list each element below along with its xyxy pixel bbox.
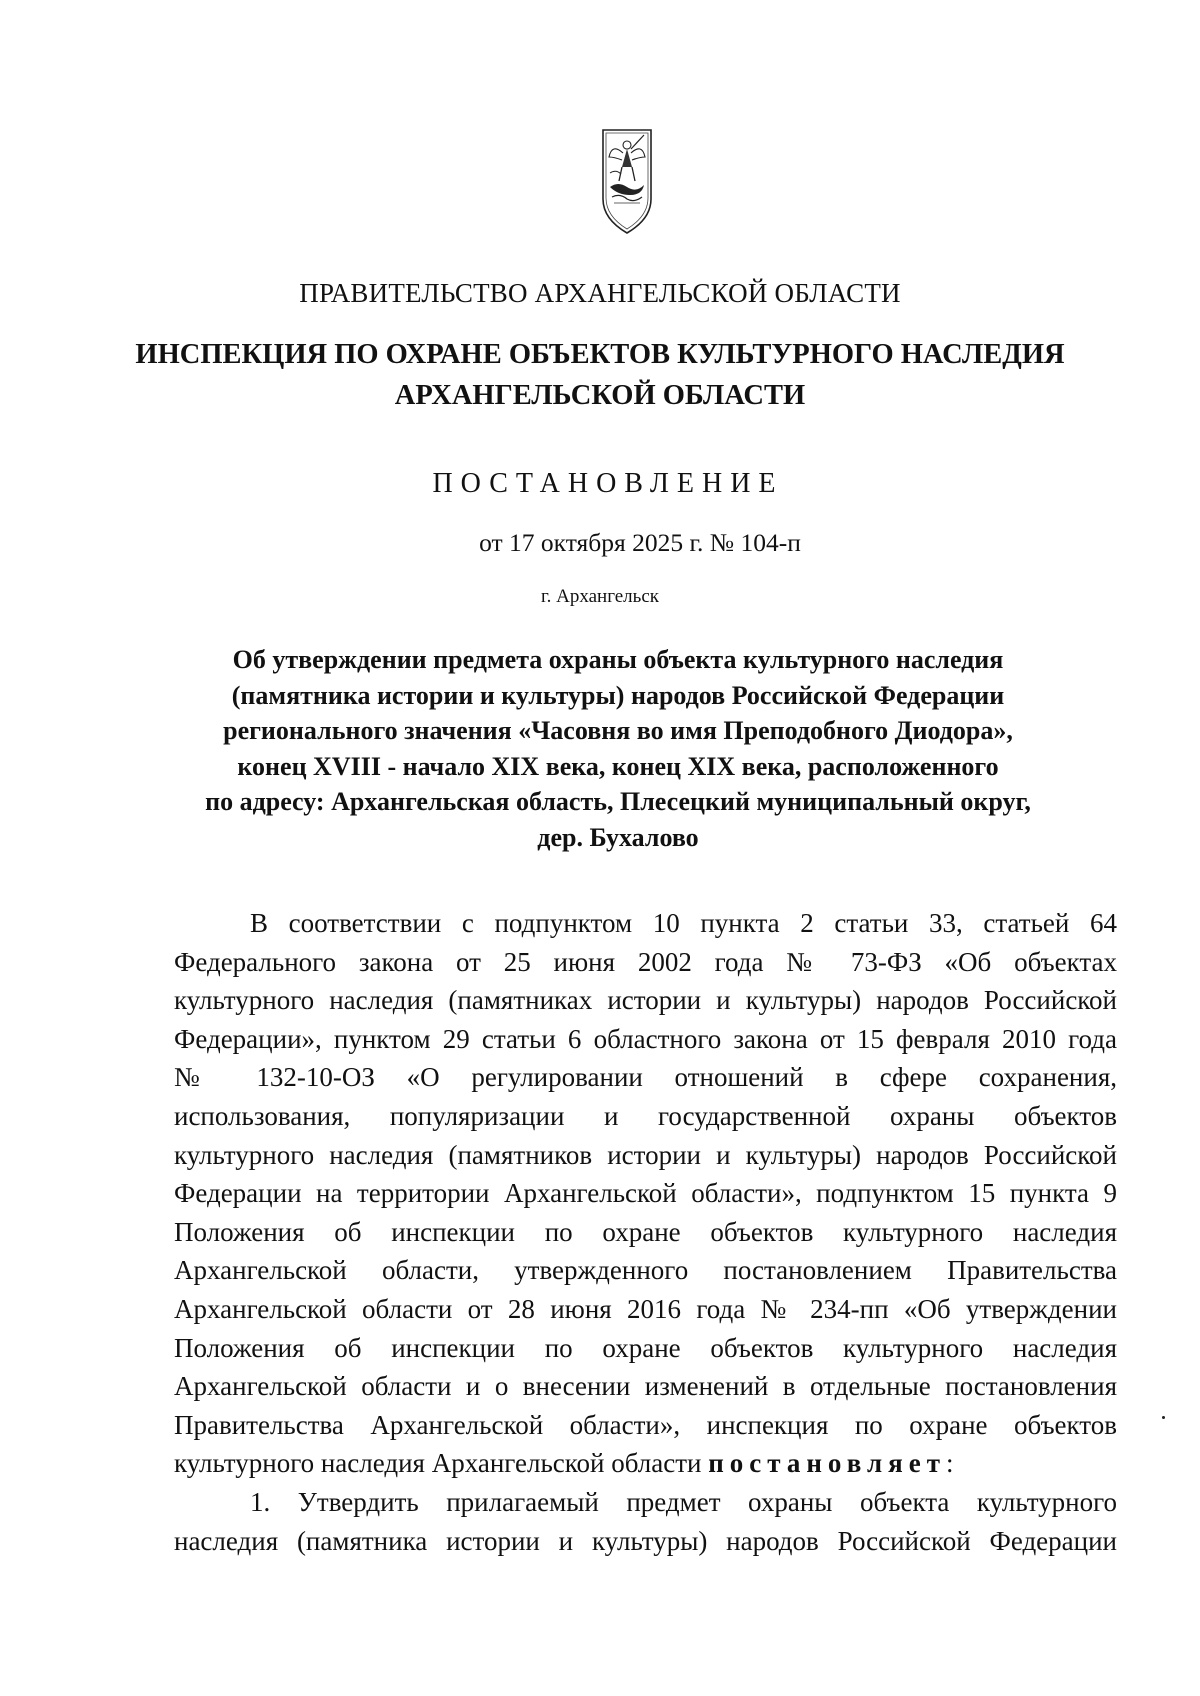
- body-line: культурного наследия Архангельской области: [174, 1448, 702, 1479]
- subject-line: (памятника истории и культуры) народов Российской Федерации: [231, 680, 1005, 710]
- document-subject: [0, 642, 1200, 856]
- preamble-paragraph: [174, 904, 1117, 1483]
- body-line: Архангельской области от 28 июня 2016 года № 234-пп «Об утверждении: [174, 1293, 1117, 1324]
- body-line: Правительства Архангельской области», инспекция по охране объектов: [174, 1409, 1117, 1440]
- body-line: Федерального закона от 25 июня 2002 года № 73-ФЗ «Об объектах: [174, 946, 1117, 977]
- government-name: ПРАВИТЕЛЬСТВО АРХАНГЕЛЬСКОЙ ОБЛАСТИ: [299, 278, 901, 308]
- document-city: г. Архангельск: [540, 586, 659, 607]
- document-body: [174, 904, 1117, 1560]
- item-1-paragraph: [174, 1483, 1117, 1560]
- document-date-number: от 17 октября 2025 г. № 104-п: [479, 528, 801, 557]
- body-line: В соответствии с подпунктом 10 пункта 2 статьи 33, статьей 64: [250, 908, 1117, 938]
- body-line: Федерации», пунктом 29 статьи 6 областного закона от 15 февраля 2010 года: [174, 1023, 1117, 1054]
- organization-name-line: АРХАНГЕЛЬСКОЙ ОБЛАСТИ: [394, 380, 806, 411]
- subject-line: по адресу: Архангельская область, Плесецкий муниципальный округ,: [205, 787, 1031, 817]
- subject-line: дер. Бухалово: [537, 822, 699, 852]
- subject-line: регионального значения «Часовня во имя Преподобного Диодора»,: [223, 716, 1013, 746]
- body-line: использования, популяризации и государственной охраны объектов: [174, 1100, 1117, 1131]
- document-type: ПОСТАНОВЛЕНИЕ: [432, 468, 784, 499]
- body-line: наследия (памятника истории и культуры) народов Российской Федерации: [174, 1525, 1117, 1556]
- subject-line: конец XVIII - начало XIX века, конец XIX века, расположенного: [237, 751, 999, 781]
- resolves-colon: :: [945, 1448, 954, 1479]
- body-line: Федерации на территории Архангельской области», подпунктом 15 пункта 9: [174, 1178, 1117, 1209]
- subject-line: Об утверждении предмета охраны объекта культурного наследия: [232, 645, 1004, 674]
- body-line: Архангельской области, утвержденного постановлением Правительства: [174, 1255, 1117, 1286]
- organization-name-line: ИНСПЕКЦИЯ ПО ОХРАНЕ ОБЪЕКТОВ КУЛЬТУРНОГО НАСЛЕДИЯ: [135, 339, 1065, 370]
- body-line: Положения об инспекции по охране объектов культурного наследия: [174, 1332, 1117, 1363]
- scan-speck: [1162, 1416, 1165, 1419]
- body-line-resolves: [174, 1444, 1117, 1483]
- body-line: культурного наследия (памятниках истории и культуры) народов Российской: [174, 985, 1117, 1016]
- body-line: 1. Утвердить прилагаемый предмет охраны объекта культурного: [250, 1486, 1117, 1517]
- arkhangelsk-coat-of-arms-icon: [600, 127, 654, 237]
- organization-name: [0, 334, 1200, 416]
- body-line: культурного наследия (памятников истории и культуры) народов Российской: [174, 1139, 1117, 1170]
- body-line: Архангельской области и о внесении изменений в отдельные постановления: [174, 1371, 1117, 1402]
- resolves-word: постановляет: [708, 1448, 946, 1479]
- body-line: № 132-10-ОЗ «О регулировании отношений в сфере сохранения,: [174, 1062, 1117, 1093]
- body-line: Положения об инспекции по охране объектов культурного наследия: [174, 1216, 1117, 1247]
